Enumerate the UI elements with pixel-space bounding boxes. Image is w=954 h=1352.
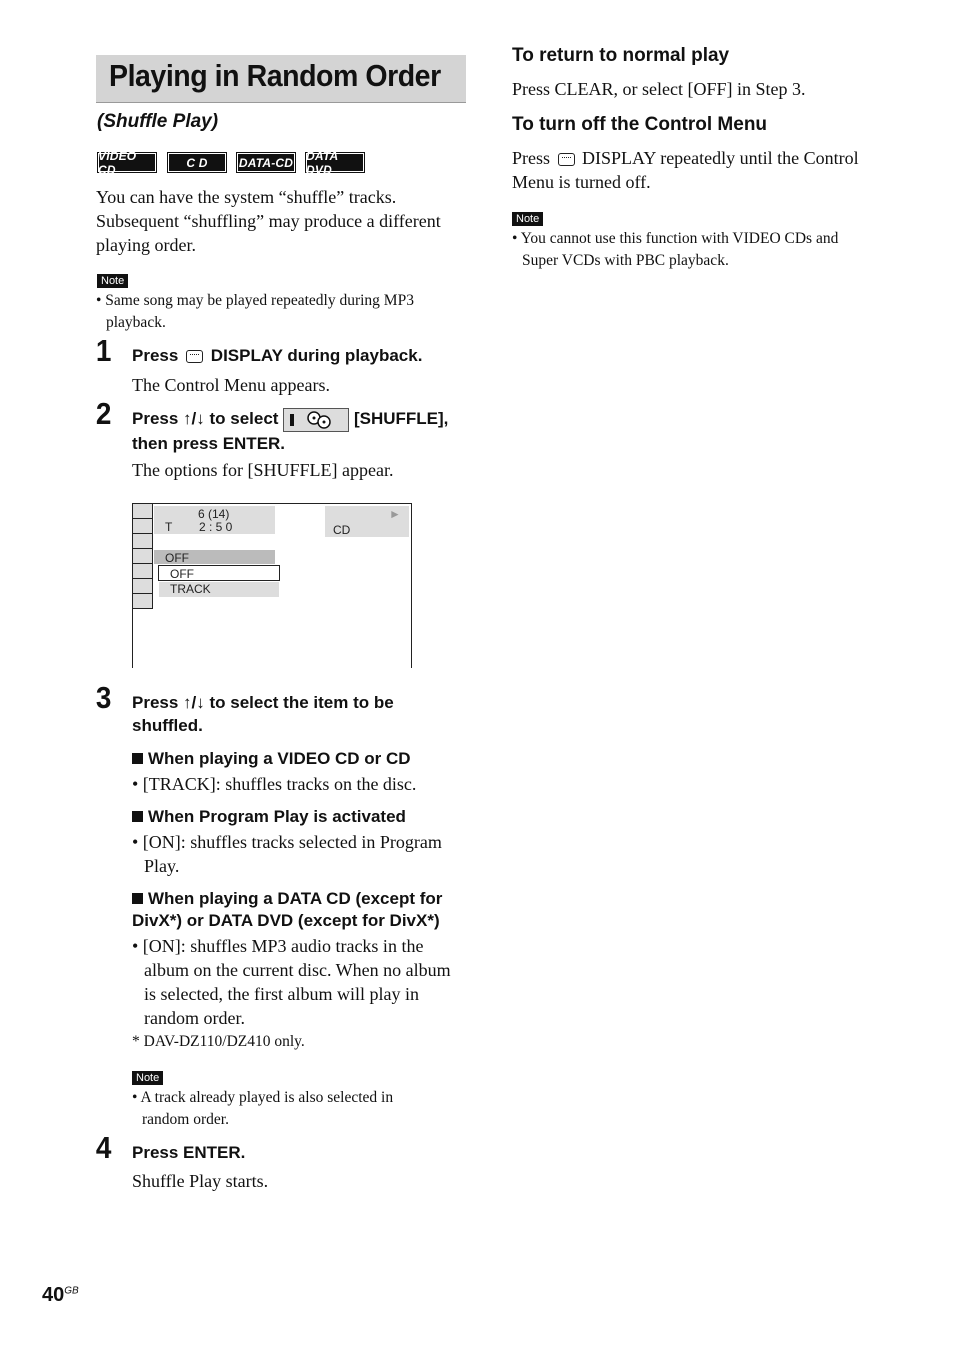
intro-line: playing order.	[96, 235, 196, 255]
step-1-text: DISPLAY during playback.	[210, 346, 423, 365]
page-subtitle: (Shuffle Play)	[97, 111, 219, 132]
body-text: Menu is turned off.	[512, 172, 651, 192]
data-cd-badge: DATA-CD	[236, 152, 296, 173]
cd-badge: C D	[167, 152, 227, 173]
current-setting: OFF	[165, 551, 189, 565]
step-3-text: shuffled.	[132, 716, 203, 735]
bullet-line: random order.	[144, 1008, 245, 1028]
video-cd-badge: VIDEO CD	[97, 152, 157, 173]
step-2-text: [SHUFFLE],	[353, 409, 449, 428]
step-4-body: Shuffle Play starts.	[132, 1171, 269, 1191]
menu-icon-cell	[133, 594, 153, 609]
menu-icon-cell	[133, 504, 153, 519]
video-cd-section-heading	[132, 748, 411, 770]
square-bullet-icon	[132, 753, 143, 764]
display-button-icon	[186, 350, 203, 363]
menu-icon-cell	[133, 519, 153, 534]
step-2-number: 2	[95, 396, 112, 431]
step-3-heading	[132, 691, 394, 737]
section-heading-text: When Program Play is activated	[148, 807, 406, 826]
turn-off-menu-heading: To turn off the Control Menu	[512, 114, 768, 135]
step-3-text: Press ↑/↓ to select the item to be	[132, 693, 394, 712]
bullet-line: album on the current disc. When no album	[144, 960, 451, 980]
step-1-body: The Control Menu appears.	[132, 375, 330, 395]
turn-off-menu-body	[512, 146, 902, 194]
data-cd-bullet	[132, 934, 472, 1030]
page-number-value: 40	[42, 1284, 65, 1306]
time-readout: 2 : 5 0	[199, 520, 233, 534]
section-heading-text: When playing a DATA CD (except for	[148, 889, 443, 908]
option-off-label: OFF	[170, 567, 194, 581]
footnote: * DAV-DZ110/DZ410 only.	[132, 1033, 305, 1050]
program-play-bullet	[132, 830, 442, 878]
note-1	[96, 290, 476, 334]
note-line: random order.	[142, 1111, 229, 1128]
note-label: Note	[512, 212, 543, 226]
shuffle-menu-icon	[283, 408, 349, 432]
return-normal-heading: To return to normal play	[512, 45, 730, 66]
step-1-text: Press	[132, 346, 179, 365]
bullet-line: Play.	[144, 856, 180, 876]
step-1-number: 1	[95, 333, 112, 368]
menu-icon-cell	[133, 564, 153, 579]
body-text: DISPLAY repeatedly until the Control	[582, 148, 859, 168]
note-label: Note	[97, 274, 128, 288]
step-2-text: Press ↑/↓ to select	[132, 409, 279, 428]
track-count: 6 (14)	[198, 507, 230, 521]
video-cd-bullet: • [TRACK]: shuffles tracks on the disc.	[132, 774, 417, 794]
bullet-line: • [ON]: shuffles tracks selected in Program	[132, 832, 442, 852]
return-normal-body: Press CLEAR, or select [OFF] in Step 3.	[512, 79, 806, 99]
step-2-text: then press ENTER.	[132, 433, 286, 453]
program-play-section-heading	[132, 806, 406, 828]
step-2-heading	[132, 407, 472, 455]
note-2	[132, 1087, 472, 1131]
intro-paragraph	[96, 185, 476, 257]
data-cd-section-heading	[132, 888, 442, 932]
note-line: • A track already played is also selected in	[132, 1089, 394, 1106]
step-4-number: 4	[95, 1130, 112, 1165]
menu-icon-cell	[133, 549, 153, 564]
body-text: Press	[512, 148, 551, 168]
display-button-icon	[558, 153, 575, 166]
intro-line: You can have the system “shuffle” tracks.	[96, 187, 397, 207]
note-label: Note	[132, 1071, 163, 1085]
menu-icon-column	[133, 504, 153, 609]
intro-line: Subsequent “shuffling” may produce a different	[96, 211, 441, 231]
time-label: T	[165, 520, 173, 534]
option-track-label: TRACK	[170, 582, 211, 596]
note-line: • Same song may be played repeatedly during MP3	[96, 292, 414, 309]
step-2-body: The options for [SHUFFLE] appear.	[132, 460, 394, 480]
menu-icon-cell	[133, 534, 153, 549]
step-3-number: 3	[95, 680, 112, 715]
page-title: Playing in Random Order	[109, 58, 441, 93]
section-heading-text: DivX*) or DATA DVD (except for DivX*)	[132, 911, 440, 930]
menu-icon-cell	[133, 579, 153, 594]
data-dvd-badge: DATA DVD	[305, 152, 365, 173]
media-label: CD	[333, 523, 351, 537]
note-3	[512, 228, 912, 272]
bullet-line: • [ON]: shuffles MP3 audio tracks in the	[132, 936, 424, 956]
note-line: Super VCDs with PBC playback.	[522, 252, 729, 269]
page-suffix: GB	[64, 1285, 79, 1297]
section-heading-text: When playing a VIDEO CD or CD	[148, 749, 411, 768]
step-1-heading	[132, 344, 422, 367]
bullet-line: is selected, the first album will play in	[144, 984, 419, 1004]
play-icon: ►	[389, 507, 401, 521]
note-line: playback.	[106, 314, 166, 331]
square-bullet-icon	[132, 893, 143, 904]
control-menu-screen	[132, 503, 412, 668]
step-4-heading: Press ENTER.	[132, 1143, 246, 1162]
square-bullet-icon	[132, 811, 143, 822]
note-line: • You cannot use this function with VIDEO CDs and	[512, 230, 839, 247]
page-number	[42, 1284, 79, 1307]
